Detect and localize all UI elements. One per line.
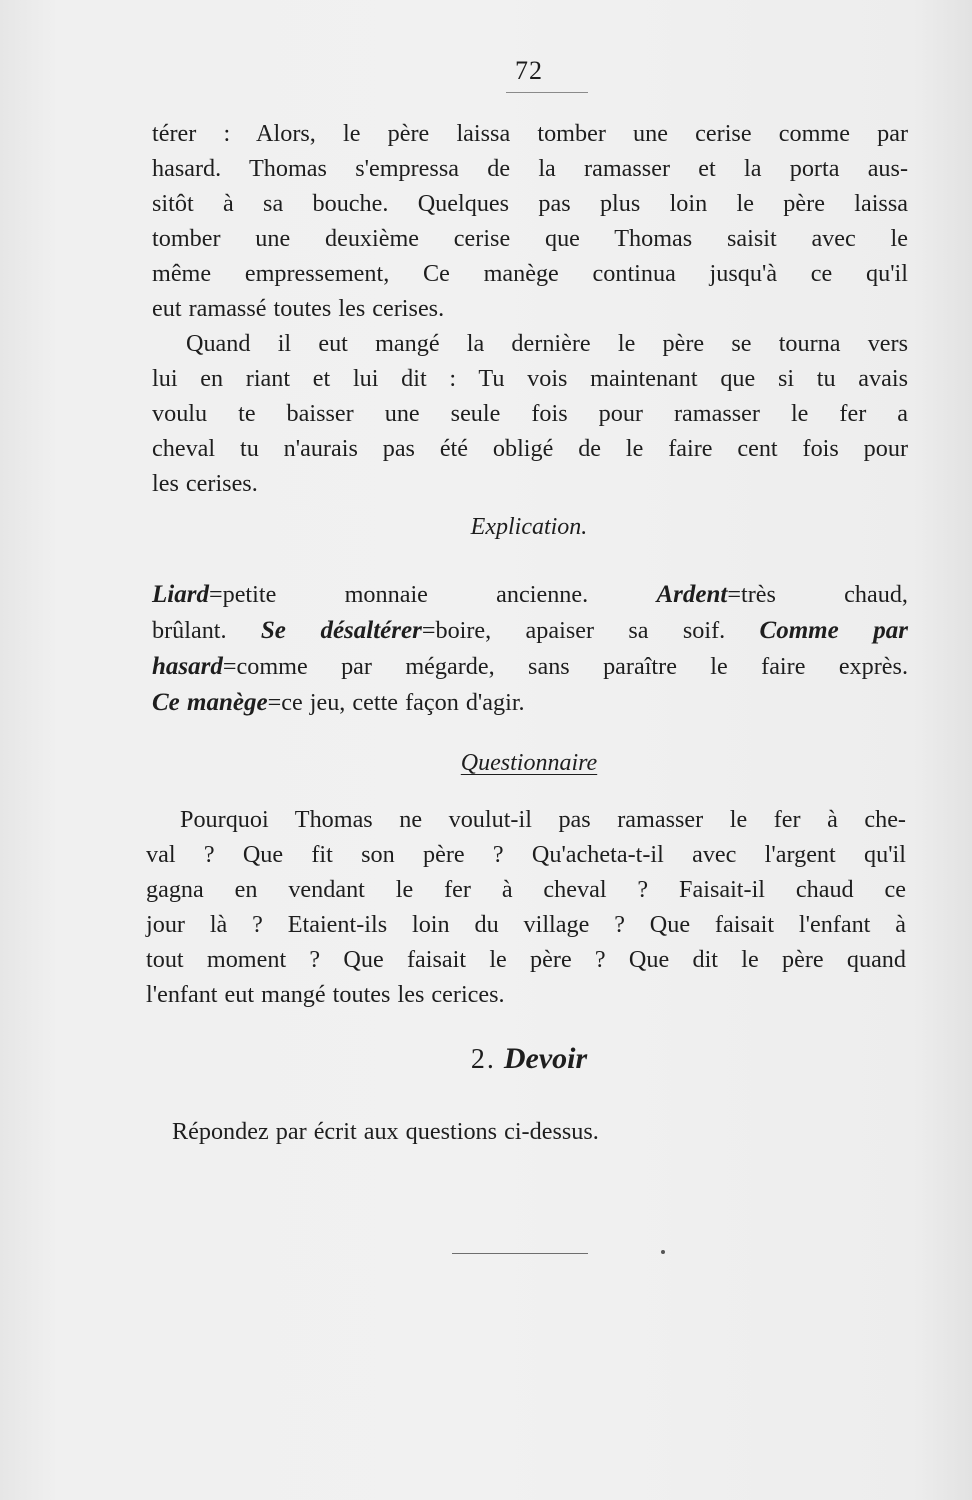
end-rule <box>452 1253 588 1254</box>
explication-glossary <box>152 577 908 721</box>
text-line: hasard. Thomas s'empressa de la ramasser et la porta aus- <box>152 154 908 182</box>
glossary-term: Liard <box>152 581 209 608</box>
text-line: jour là ? Etaient-ils loin du village ? Que faisait l'enfant à <box>146 910 906 938</box>
glossary-definition: =petite monnaie ancienne. <box>208 581 657 608</box>
text-line: même empressement, Ce manège continua jusqu'à ce qu'il <box>152 259 908 287</box>
glossary-definition: =boire, apaiser sa soif. <box>421 617 760 644</box>
glossary-definition-part: =très chaud, <box>727 581 908 608</box>
questionnaire-heading: Questionnaire <box>460 750 598 776</box>
text-line: eut ramassé toutes les cerises. <box>152 294 445 322</box>
glossary-definition: =comme par mégarde, sans paraître le faire exprès. <box>222 653 908 680</box>
glossary-term: Se désaltérer <box>260 617 422 644</box>
questionnaire-text <box>146 803 906 1012</box>
text-line: térer : Alors, le père laissa tomber une cerise comme par <box>152 120 908 147</box>
page-number: 72 <box>515 56 543 85</box>
text-line: tout moment ? Que faisait le père ? Que dit le père quand <box>146 945 906 973</box>
text-line: Quand il eut mangé la dernière le père se tourna vers <box>186 330 908 357</box>
end-dot <box>661 1250 665 1254</box>
glossary-line <box>152 577 908 613</box>
glossary-term: Ardent <box>656 581 728 608</box>
text-line: voulu te baisser une seule fois pour ramasser le fer a <box>152 399 908 427</box>
text-line: cheval tu n'aurais pas été obligé de le faire cent fois pour <box>152 434 908 462</box>
page-number-rule <box>506 92 588 93</box>
devoir-number: 2. <box>470 1044 496 1075</box>
devoir-heading <box>0 1042 972 1076</box>
text-line: sitôt à sa bouche. Quelques pas plus loin le père laissa <box>152 189 908 217</box>
text-line: Pourquoi Thomas ne voulut-il pas ramasser le fer à che- <box>180 806 906 833</box>
glossary-definition: =ce jeu, cette façon d'agir. <box>267 689 525 716</box>
glossary-line <box>152 649 908 685</box>
glossary-line <box>152 613 908 649</box>
text-line: l'enfant eut mangé toutes les cerices. <box>146 980 505 1008</box>
glossary-definition-part: brûlant. <box>152 617 261 644</box>
text-line: val ? Que fit son père ? Qu'acheta-t-il avec l'argent qu'il <box>146 840 906 868</box>
devoir-instruction-block <box>172 1115 872 1150</box>
glossary-term-part: hasard <box>152 653 223 680</box>
story-paragraph-1 <box>152 117 908 326</box>
glossary-line <box>152 685 908 721</box>
text-line: les cerises. <box>152 469 258 497</box>
text-line: tomber une deuxième cerise que Thomas saisit avec le <box>152 224 908 252</box>
text-line: lui en riant et lui dit : Tu vois maintenant que si tu avais <box>152 364 908 392</box>
text-line: gagna en vendant le fer à cheval ? Faisait-il chaud ce <box>146 875 906 903</box>
devoir-title: Devoir <box>503 1042 588 1075</box>
glossary-term: Ce manège <box>152 689 268 716</box>
glossary-term-part: Comme par <box>759 617 908 644</box>
story-paragraph-2 <box>152 327 908 502</box>
devoir-instruction: Répondez par écrit aux questions ci-dessus. <box>172 1118 599 1145</box>
explication-heading: Explication. <box>470 514 588 540</box>
